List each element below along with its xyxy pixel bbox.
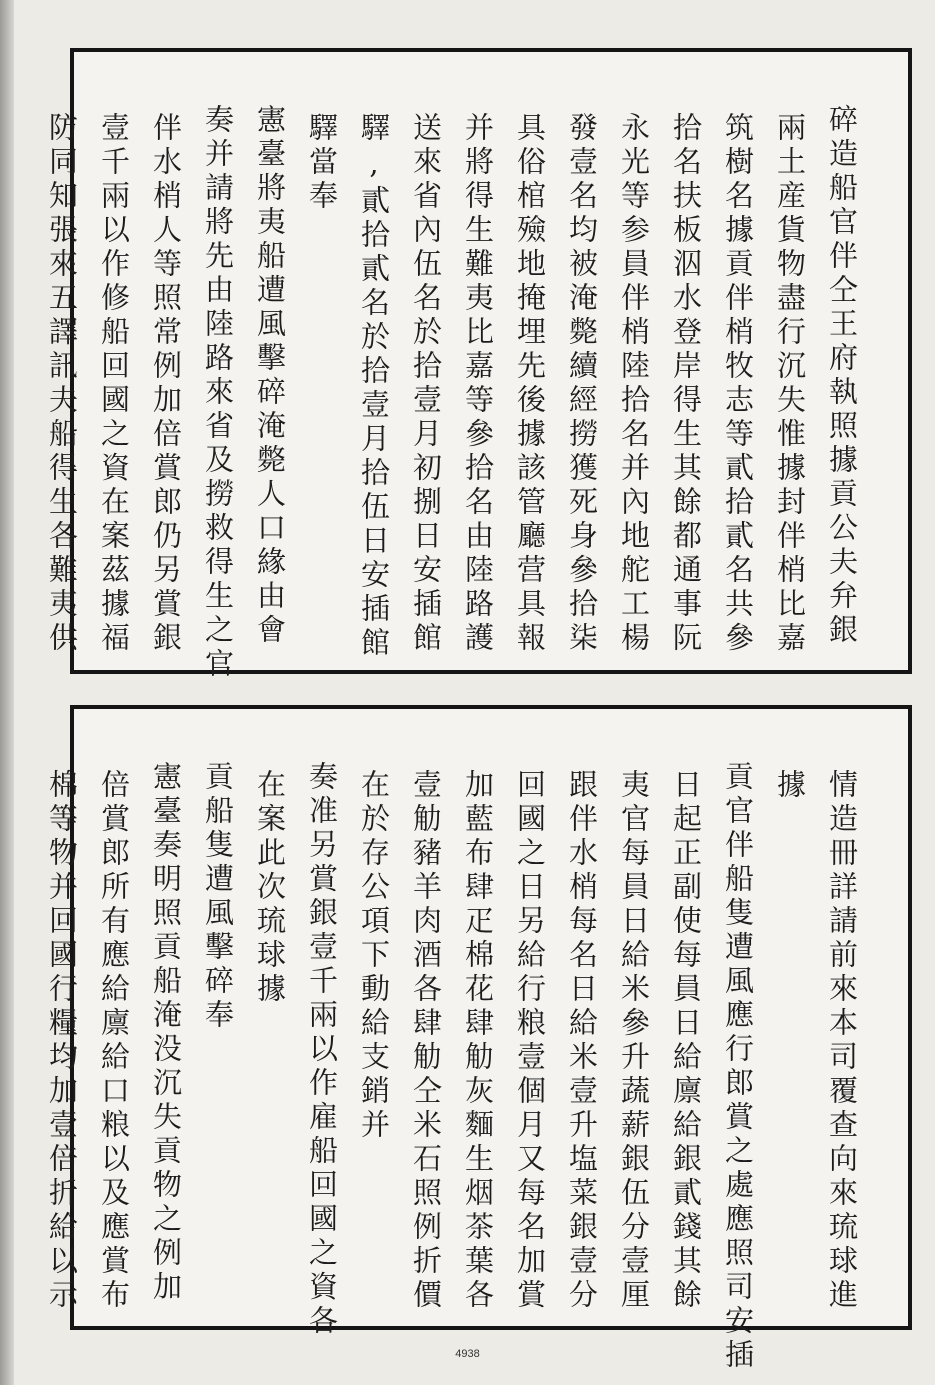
upper-vertical-text (45, 52, 908, 682)
upper-line-8: 并將得生難夷比嘉等參拾名由陸路護 (461, 112, 495, 656)
upper-line-6: 發壹名均被淹斃續經撈獲死身參拾柒 (565, 112, 599, 656)
upper-line-12: 憲臺將夷船遭風擊碎淹斃人口緣由會 (253, 104, 287, 648)
lower-line-11: 奏准另賞銀壹千兩以作雇船回國之資各 (305, 761, 339, 1339)
upper-line-5: 永光等参員伴梢陸拾名并內地舵工楊 (617, 112, 651, 656)
lower-line-8: 加藍布肆疋棉花肆觔灰麵生烟茶葉各 (461, 769, 495, 1313)
lower-line-10: 在於存公項下動給支銷并 (357, 769, 391, 1143)
upper-line-7: 具俗棺殮地掩埋先後據該管廳营具報 (513, 112, 547, 656)
lower-line-1: 情造冊詳請前來本司覆查向來琉球進 (825, 769, 859, 1313)
lower-line-5: 夷官每員日給米參升蔬薪銀伍分壹厘 (617, 769, 651, 1313)
lower-line-14: 憲臺奏明照貢船淹没沉失貢物之例加 (149, 761, 183, 1305)
lower-line-7: 回國之日另給行粮壹個月又每名加賞 (513, 769, 547, 1313)
lower-line-9: 壹觔豬羊肉酒各肆觔仝米石照例折價 (409, 769, 443, 1313)
upper-line-2: 兩土産貨物盡行沉失惟據封伴梢比嘉 (773, 112, 807, 656)
lower-line-12: 在案此次琉球據 (253, 769, 287, 1007)
upper-line-3: 筑樹名據貢伴梢牧志等貳拾貳名共參 (721, 112, 755, 656)
lower-line-6: 跟伴水梢每名日給米壹升塩菜銀壹分 (565, 769, 599, 1313)
upper-line-15: 壹千兩以作修船回國之資在案茲據福 (97, 112, 131, 656)
page-number: 4938 (455, 1348, 480, 1360)
lower-line-15: 倍賞郎所有應給廪給口粮以及應賞布 (97, 769, 131, 1313)
upper-line-10: 驛,貳拾貳名於拾壹月拾伍日安插館 (357, 112, 391, 661)
upper-line-9: 送來省內伍名於拾壹月初捌日安插館 (409, 112, 443, 656)
lower-line-4: 日起正副使每員日給廪給銀貳錢其餘 (669, 769, 703, 1313)
page-edge-shadow (0, 0, 14, 1385)
lower-line-13: 貢船隻遭風擊碎奉 (201, 761, 235, 1033)
upper-line-16: 防同知張來五譯訊夫船得生各難夷供 (45, 112, 79, 656)
lower-line-16: 棉等物并回國行糧均加壹倍折給以示 (45, 769, 79, 1313)
lower-line-2: 據 (773, 769, 807, 803)
upper-line-14: 伴水梢人等照常例加倍賞郎仍另賞銀 (149, 112, 183, 656)
upper-line-11: 驛當奉 (305, 112, 339, 214)
upper-text-panel (45, 48, 912, 682)
lower-line-3: 貢官伴船隻遭風應行郎賞之處應照司安插 (721, 761, 755, 1373)
upper-line-13: 奏并請將先由陸路來省及撈救得生之官 (201, 104, 235, 682)
upper-line-1: 碎造船官伴仝王府執照據貢公夫弁銀 (825, 104, 859, 648)
upper-line-4: 拾名扶板泅水登岸得生其餘都通事阮 (669, 112, 703, 656)
